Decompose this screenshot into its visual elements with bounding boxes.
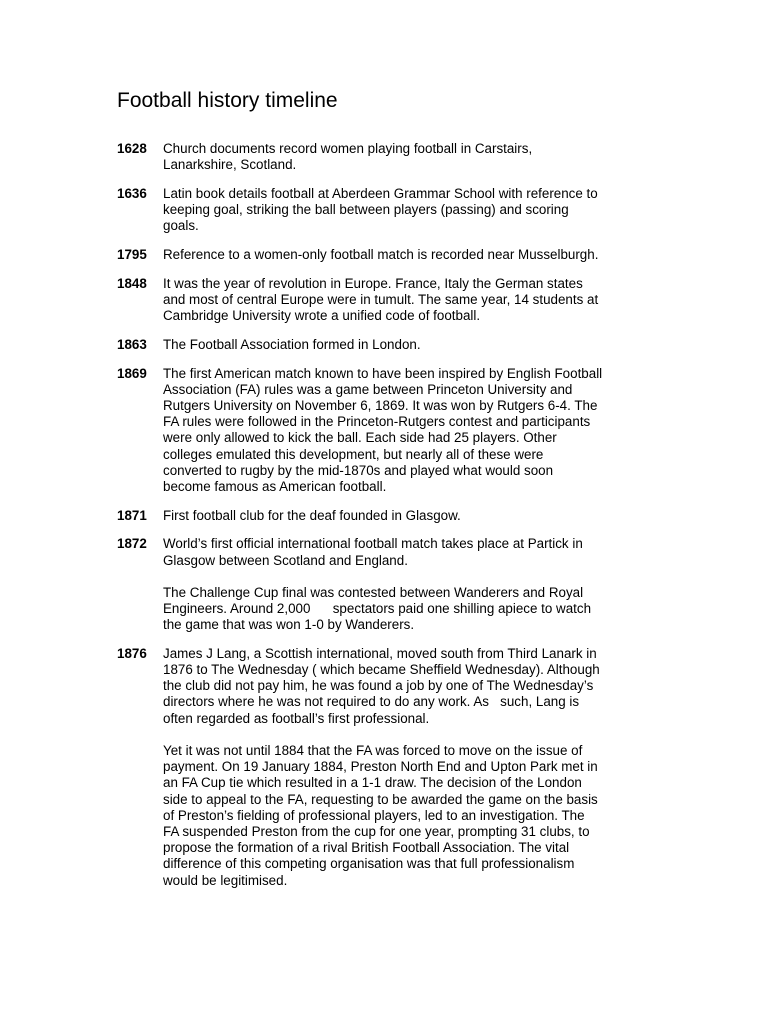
timeline-entry (117, 508, 657, 524)
entry-paragraph: Church documents record women playing football in Carstairs, Lanarkshire, Scotland. (163, 141, 533, 173)
page-title: Football history timeline (117, 89, 338, 112)
entry-paragraph: It was the year of revolution in Europe. France, Italy the German states and most of central Europe were in tumult. The same year, 14 students at Cambridge University wrote a unified code of football. (163, 275, 599, 324)
entry-body (163, 337, 657, 353)
timeline-entry (117, 141, 657, 173)
timeline-entry (117, 337, 657, 353)
entry-body (163, 508, 657, 524)
entry-year: 1863 (117, 336, 147, 352)
entry-year: 1636 (117, 185, 147, 201)
entry-body (163, 536, 657, 633)
entry-paragraph: Latin book details football at Aberdeen Grammar School with reference to keeping goal, striking the ball between players (passing) and scoring goals. (163, 185, 598, 234)
entry-year: 1869 (117, 365, 147, 381)
timeline-entry (117, 247, 657, 263)
entry-year: 1872 (117, 536, 147, 552)
entry-paragraph: James J Lang, a Scottish international, moved south from Third Lanark in 1876 to The Wednesday ( which became Sheffield Wednesday). Although the club did not pay him, he was found a job by one of The Wednesday’s directors where he was not required to do any work. As such, Lang is often regarded as football’s first professional. (163, 645, 600, 726)
timeline-entry (117, 366, 657, 496)
entry-paragraph: The first American match known to have been inspired by English Football Association (FA) rules was a game between Princeton University and Rutgers University on November 6, 1869. It was won by Rutgers 6-4. The FA rules were followed in the Princeton-Rutgers contest and participants were only allowed to kick the ball. Each side had 25 players. Other colleges emulated this development, but nearly all of these were converted to rugby by the mid-1870s and played what would soon become famous as American football. (163, 365, 603, 494)
timeline-entry (117, 646, 657, 889)
timeline-entry (117, 276, 657, 325)
entry-body (163, 141, 657, 173)
entry-paragraph: The Challenge Cup final was contested between Wanderers and Royal Engineers. Around 2,000 spectators paid one shilling apiece to watch the game that was won 1-0 by Wanderers. (163, 584, 592, 633)
entry-body (163, 247, 657, 263)
timeline-entry (117, 536, 657, 633)
entry-paragraph: First football club for the deaf founded in Glasgow. (163, 507, 461, 523)
entry-body (163, 366, 657, 496)
entry-body (163, 186, 657, 235)
entry-year: 1628 (117, 141, 147, 156)
entry-year: 1848 (117, 275, 147, 291)
entry-year: 1871 (117, 507, 147, 523)
entry-year: 1795 (117, 247, 147, 263)
entry-paragraph: Yet it was not until 1884 that the FA was forced to move on the issue of payment. On 19 January 1884, Preston North End and Upton Park met in an FA Cup tie which resulted in a 1-1 draw. The decision of the London side to appeal to the FA, requesting to be awarded the game on the basis of Preston’s fielding of professional players, led to an investigation. The FA suspended Preston from the cup for one year, prompting 31 clubs, to propose the formation of a rival British Football Association. The vital difference of this competing organisation was that full professionalism would be legitimised. (163, 742, 598, 888)
entry-body (163, 276, 657, 325)
entry-paragraph: Reference to a women-only football match is recorded near Musselburgh. (163, 247, 599, 263)
timeline-entry (117, 186, 657, 235)
entry-paragraph: World’s first official international football match takes place at Partick in Glasgow between Scotland and England. (163, 536, 583, 568)
entry-paragraph: The Football Association formed in London. (163, 336, 421, 352)
entry-year: 1876 (117, 645, 147, 661)
timeline (117, 141, 657, 901)
entry-body (163, 646, 657, 889)
